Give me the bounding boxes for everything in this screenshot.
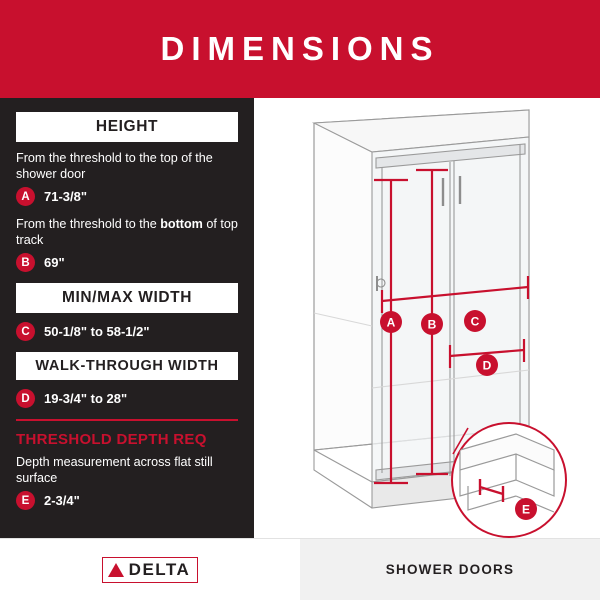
callout-bullet-e: E xyxy=(16,491,35,510)
page-title: DIMENSIONS xyxy=(160,30,440,67)
walk-through-width-value: 19-3/4" to 28" xyxy=(44,391,128,406)
section-divider xyxy=(16,419,238,421)
threshold-detail-magnifier xyxy=(452,423,566,537)
diagram-callout-e xyxy=(515,498,537,520)
svg-text:B: B xyxy=(427,317,437,332)
footer xyxy=(0,538,600,600)
height-item-a-description: From the threshold to the top of the shower door xyxy=(16,151,213,181)
section-heading-threshold-depth: THRESHOLD DEPTH REQ xyxy=(16,431,207,448)
footer-category-area xyxy=(300,538,600,600)
diagram-callout-b xyxy=(421,313,443,335)
callout-bullet-a: A xyxy=(16,187,35,206)
callout-bullet-d: D xyxy=(16,389,35,408)
height-item-a-value: 71-3/8" xyxy=(44,189,88,204)
callout-bullet-c: C xyxy=(16,322,35,341)
height-item-b xyxy=(16,253,238,272)
height-item-a xyxy=(16,187,238,206)
threshold-depth-value: 2-3/4" xyxy=(44,493,80,508)
min-max-width-value: 50-1/8" to 58-1/2" xyxy=(44,324,150,339)
height-item-b-description-emphasis: bottom xyxy=(160,217,203,231)
svg-text:C: C xyxy=(470,314,480,329)
delta-logo xyxy=(102,557,199,583)
diagram-callout-c xyxy=(464,310,486,332)
min-max-width-item-c xyxy=(16,322,238,341)
threshold-depth-item-e xyxy=(16,491,238,510)
section-heading-walk-through-width: WALK-THROUGH WIDTH xyxy=(16,352,238,380)
height-item-b-description xyxy=(16,217,238,248)
svg-text:D: D xyxy=(482,358,492,373)
walk-through-width-item-d xyxy=(16,389,238,408)
section-heading-min-max-width: MIN/MAX WIDTH xyxy=(16,283,238,313)
height-item-b-description-part3: of top track xyxy=(16,217,238,247)
specifications-panel xyxy=(0,98,254,538)
section-heading-height: HEIGHT xyxy=(16,112,238,142)
callout-bullet-b: B xyxy=(16,253,35,272)
height-item-b-value: 69" xyxy=(44,255,65,270)
header-banner xyxy=(0,0,600,98)
height-item-b-description-part1: From the threshold to the xyxy=(16,217,161,231)
shower-door-diagram xyxy=(254,98,600,538)
diagram-callout-d xyxy=(476,354,498,376)
svg-text:A: A xyxy=(386,315,396,330)
footer-category-label: SHOWER DOORS xyxy=(385,562,515,577)
threshold-depth-description: Depth measurement across flat still surface xyxy=(16,455,213,485)
svg-text:E: E xyxy=(521,502,531,517)
footer-brand-area xyxy=(0,538,300,600)
delta-triangle-icon xyxy=(108,563,124,577)
shower-door-illustration xyxy=(254,98,600,538)
delta-logo-text: DELTA xyxy=(128,559,191,579)
diagram-callout-a xyxy=(380,311,402,333)
